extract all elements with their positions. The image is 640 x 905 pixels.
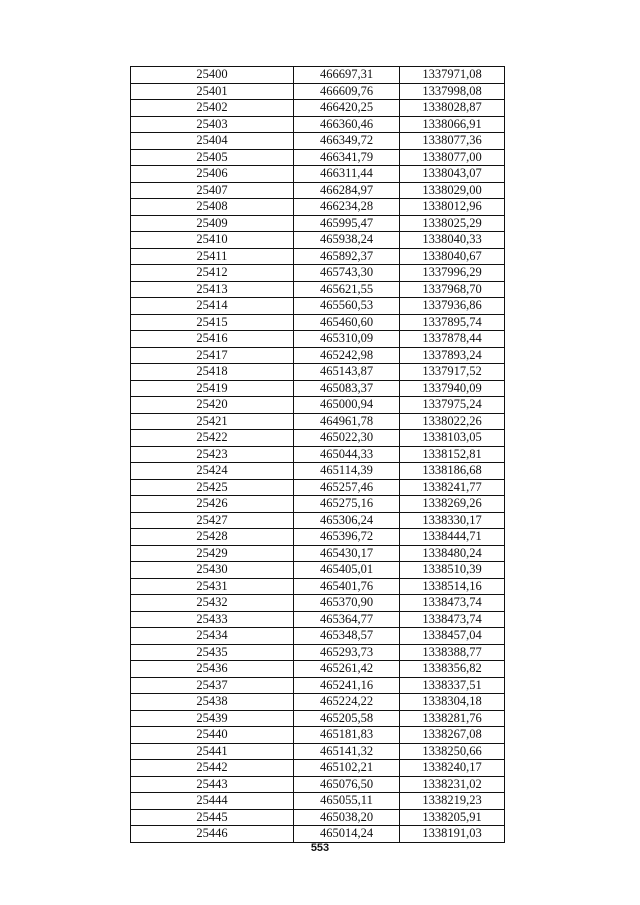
table-row xyxy=(131,166,505,183)
coordinates-table xyxy=(130,66,505,843)
y-coordinate-cell: 1338250,66 xyxy=(400,743,505,760)
table-row xyxy=(131,496,505,513)
table-row xyxy=(131,710,505,727)
point-number-cell: 25433 xyxy=(131,611,294,628)
table-row xyxy=(131,661,505,678)
y-coordinate-cell: 1338152,81 xyxy=(400,446,505,463)
y-coordinate-cell: 1338022,26 xyxy=(400,413,505,430)
point-number-cell: 25445 xyxy=(131,809,294,826)
table-row xyxy=(131,694,505,711)
x-coordinate-cell: 465396,72 xyxy=(294,529,400,546)
y-coordinate-cell: 1338514,16 xyxy=(400,578,505,595)
x-coordinate-cell: 466234,28 xyxy=(294,199,400,216)
y-coordinate-cell: 1338205,91 xyxy=(400,809,505,826)
y-coordinate-cell: 1338337,51 xyxy=(400,677,505,694)
x-coordinate-cell: 465430,17 xyxy=(294,545,400,562)
table-row xyxy=(131,463,505,480)
table-row xyxy=(131,380,505,397)
point-number-cell: 25439 xyxy=(131,710,294,727)
table-row xyxy=(131,826,505,843)
x-coordinate-cell: 465460,60 xyxy=(294,314,400,331)
point-number-cell: 25414 xyxy=(131,298,294,315)
point-number-cell: 25444 xyxy=(131,793,294,810)
x-coordinate-cell: 464961,78 xyxy=(294,413,400,430)
y-coordinate-cell: 1338267,08 xyxy=(400,727,505,744)
y-coordinate-cell: 1338077,00 xyxy=(400,149,505,166)
x-coordinate-cell: 465995,47 xyxy=(294,215,400,232)
y-coordinate-cell: 1337936,86 xyxy=(400,298,505,315)
table-row xyxy=(131,545,505,562)
table-row xyxy=(131,364,505,381)
table-row xyxy=(131,793,505,810)
point-number-cell: 25426 xyxy=(131,496,294,513)
point-number-cell: 25418 xyxy=(131,364,294,381)
point-number-cell: 25422 xyxy=(131,430,294,447)
point-number-cell: 25427 xyxy=(131,512,294,529)
table-row xyxy=(131,644,505,661)
table-row xyxy=(131,281,505,298)
table-row xyxy=(131,562,505,579)
point-number-cell: 25403 xyxy=(131,116,294,133)
x-coordinate-cell: 465370,90 xyxy=(294,595,400,612)
point-number-cell: 25420 xyxy=(131,397,294,414)
point-number-cell: 25436 xyxy=(131,661,294,678)
table-row xyxy=(131,116,505,133)
y-coordinate-cell: 1338356,82 xyxy=(400,661,505,678)
y-coordinate-cell: 1338444,71 xyxy=(400,529,505,546)
y-coordinate-cell: 1338029,00 xyxy=(400,182,505,199)
point-number-cell: 25412 xyxy=(131,265,294,282)
point-number-cell: 25407 xyxy=(131,182,294,199)
x-coordinate-cell: 465401,76 xyxy=(294,578,400,595)
x-coordinate-cell: 465242,98 xyxy=(294,347,400,364)
x-coordinate-cell: 465114,39 xyxy=(294,463,400,480)
y-coordinate-cell: 1338103,05 xyxy=(400,430,505,447)
point-number-cell: 25446 xyxy=(131,826,294,843)
point-number-cell: 25432 xyxy=(131,595,294,612)
point-number-cell: 25440 xyxy=(131,727,294,744)
x-coordinate-cell: 465261,42 xyxy=(294,661,400,678)
point-number-cell: 25421 xyxy=(131,413,294,430)
table-row xyxy=(131,760,505,777)
point-number-cell: 25405 xyxy=(131,149,294,166)
y-coordinate-cell: 1338043,07 xyxy=(400,166,505,183)
y-coordinate-cell: 1338025,29 xyxy=(400,215,505,232)
x-coordinate-cell: 465743,30 xyxy=(294,265,400,282)
x-coordinate-cell: 465560,53 xyxy=(294,298,400,315)
table-row xyxy=(131,727,505,744)
table-row xyxy=(131,479,505,496)
table-row xyxy=(131,430,505,447)
point-number-cell: 25406 xyxy=(131,166,294,183)
table-row xyxy=(131,578,505,595)
x-coordinate-cell: 465022,30 xyxy=(294,430,400,447)
table-row xyxy=(131,677,505,694)
point-number-cell: 25400 xyxy=(131,67,294,84)
table-row xyxy=(131,331,505,348)
table-row xyxy=(131,248,505,265)
table-row xyxy=(131,133,505,150)
point-number-cell: 25419 xyxy=(131,380,294,397)
y-coordinate-cell: 1337975,24 xyxy=(400,397,505,414)
table-row xyxy=(131,347,505,364)
y-coordinate-cell: 1338473,74 xyxy=(400,595,505,612)
x-coordinate-cell: 466697,31 xyxy=(294,67,400,84)
x-coordinate-cell: 465000,94 xyxy=(294,397,400,414)
x-coordinate-cell: 465257,46 xyxy=(294,479,400,496)
y-coordinate-cell: 1338241,77 xyxy=(400,479,505,496)
table-row xyxy=(131,199,505,216)
x-coordinate-cell: 465241,16 xyxy=(294,677,400,694)
x-coordinate-cell: 465224,22 xyxy=(294,694,400,711)
x-coordinate-cell: 466284,97 xyxy=(294,182,400,199)
x-coordinate-cell: 466360,46 xyxy=(294,116,400,133)
y-coordinate-cell: 1338388,77 xyxy=(400,644,505,661)
y-coordinate-cell: 1338240,17 xyxy=(400,760,505,777)
y-coordinate-cell: 1337998,08 xyxy=(400,83,505,100)
point-number-cell: 25441 xyxy=(131,743,294,760)
y-coordinate-cell: 1337878,44 xyxy=(400,331,505,348)
coordinates-table-body xyxy=(131,67,505,843)
y-coordinate-cell: 1337895,74 xyxy=(400,314,505,331)
y-coordinate-cell: 1338028,87 xyxy=(400,100,505,117)
point-number-cell: 25411 xyxy=(131,248,294,265)
x-coordinate-cell: 465310,09 xyxy=(294,331,400,348)
x-coordinate-cell: 465293,73 xyxy=(294,644,400,661)
point-number-cell: 25435 xyxy=(131,644,294,661)
x-coordinate-cell: 465205,58 xyxy=(294,710,400,727)
x-coordinate-cell: 466341,79 xyxy=(294,149,400,166)
point-number-cell: 25434 xyxy=(131,628,294,645)
x-coordinate-cell: 466609,76 xyxy=(294,83,400,100)
table-row xyxy=(131,512,505,529)
table-row xyxy=(131,149,505,166)
y-coordinate-cell: 1338330,17 xyxy=(400,512,505,529)
point-number-cell: 25429 xyxy=(131,545,294,562)
table-row xyxy=(131,809,505,826)
point-number-cell: 25416 xyxy=(131,331,294,348)
point-number-cell: 25404 xyxy=(131,133,294,150)
table-row xyxy=(131,595,505,612)
x-coordinate-cell: 465892,37 xyxy=(294,248,400,265)
x-coordinate-cell: 465076,50 xyxy=(294,776,400,793)
y-coordinate-cell: 1337917,52 xyxy=(400,364,505,381)
y-coordinate-cell: 1338304,18 xyxy=(400,694,505,711)
table-row xyxy=(131,265,505,282)
y-coordinate-cell: 1338510,39 xyxy=(400,562,505,579)
x-coordinate-cell: 465055,11 xyxy=(294,793,400,810)
x-coordinate-cell: 465275,16 xyxy=(294,496,400,513)
table-row xyxy=(131,182,505,199)
table-row xyxy=(131,232,505,249)
table-row xyxy=(131,298,505,315)
point-number-cell: 25410 xyxy=(131,232,294,249)
x-coordinate-cell: 465181,83 xyxy=(294,727,400,744)
x-coordinate-cell: 465044,33 xyxy=(294,446,400,463)
x-coordinate-cell: 465141,32 xyxy=(294,743,400,760)
x-coordinate-cell: 465014,24 xyxy=(294,826,400,843)
y-coordinate-cell: 1338219,23 xyxy=(400,793,505,810)
y-coordinate-cell: 1338457,04 xyxy=(400,628,505,645)
y-coordinate-cell: 1338480,24 xyxy=(400,545,505,562)
point-number-cell: 25430 xyxy=(131,562,294,579)
point-number-cell: 25443 xyxy=(131,776,294,793)
table-row xyxy=(131,83,505,100)
point-number-cell: 25401 xyxy=(131,83,294,100)
x-coordinate-cell: 465348,57 xyxy=(294,628,400,645)
point-number-cell: 25431 xyxy=(131,578,294,595)
point-number-cell: 25424 xyxy=(131,463,294,480)
table-row xyxy=(131,215,505,232)
page-number: 553 xyxy=(310,842,330,854)
table-row xyxy=(131,628,505,645)
point-number-cell: 25437 xyxy=(131,677,294,694)
table-row xyxy=(131,446,505,463)
x-coordinate-cell: 465621,55 xyxy=(294,281,400,298)
point-number-cell: 25423 xyxy=(131,446,294,463)
y-coordinate-cell: 1338077,36 xyxy=(400,133,505,150)
x-coordinate-cell: 466311,44 xyxy=(294,166,400,183)
table-row xyxy=(131,67,505,84)
x-coordinate-cell: 465364,77 xyxy=(294,611,400,628)
y-coordinate-cell: 1338040,67 xyxy=(400,248,505,265)
y-coordinate-cell: 1337996,29 xyxy=(400,265,505,282)
table-row xyxy=(131,743,505,760)
y-coordinate-cell: 1337971,08 xyxy=(400,67,505,84)
table-row xyxy=(131,776,505,793)
table-row xyxy=(131,611,505,628)
y-coordinate-cell: 1338186,68 xyxy=(400,463,505,480)
x-coordinate-cell: 465102,21 xyxy=(294,760,400,777)
point-number-cell: 25428 xyxy=(131,529,294,546)
point-number-cell: 25408 xyxy=(131,199,294,216)
point-number-cell: 25425 xyxy=(131,479,294,496)
table-row xyxy=(131,314,505,331)
point-number-cell: 25442 xyxy=(131,760,294,777)
x-coordinate-cell: 465306,24 xyxy=(294,512,400,529)
x-coordinate-cell: 465083,37 xyxy=(294,380,400,397)
table-row xyxy=(131,413,505,430)
point-number-cell: 25415 xyxy=(131,314,294,331)
y-coordinate-cell: 1337893,24 xyxy=(400,347,505,364)
table-row xyxy=(131,397,505,414)
point-number-cell: 25402 xyxy=(131,100,294,117)
y-coordinate-cell: 1338066,91 xyxy=(400,116,505,133)
x-coordinate-cell: 465038,20 xyxy=(294,809,400,826)
x-coordinate-cell: 466420,25 xyxy=(294,100,400,117)
x-coordinate-cell: 465143,87 xyxy=(294,364,400,381)
y-coordinate-cell: 1338040,33 xyxy=(400,232,505,249)
y-coordinate-cell: 1338473,74 xyxy=(400,611,505,628)
x-coordinate-cell: 466349,72 xyxy=(294,133,400,150)
table-row xyxy=(131,529,505,546)
y-coordinate-cell: 1338231,02 xyxy=(400,776,505,793)
y-coordinate-cell: 1338012,96 xyxy=(400,199,505,216)
x-coordinate-cell: 465938,24 xyxy=(294,232,400,249)
y-coordinate-cell: 1338191,03 xyxy=(400,826,505,843)
point-number-cell: 25438 xyxy=(131,694,294,711)
y-coordinate-cell: 1338281,76 xyxy=(400,710,505,727)
point-number-cell: 25417 xyxy=(131,347,294,364)
y-coordinate-cell: 1337940,09 xyxy=(400,380,505,397)
y-coordinate-cell: 1337968,70 xyxy=(400,281,505,298)
table-row xyxy=(131,100,505,117)
x-coordinate-cell: 465405,01 xyxy=(294,562,400,579)
point-number-cell: 25409 xyxy=(131,215,294,232)
point-number-cell: 25413 xyxy=(131,281,294,298)
y-coordinate-cell: 1338269,26 xyxy=(400,496,505,513)
